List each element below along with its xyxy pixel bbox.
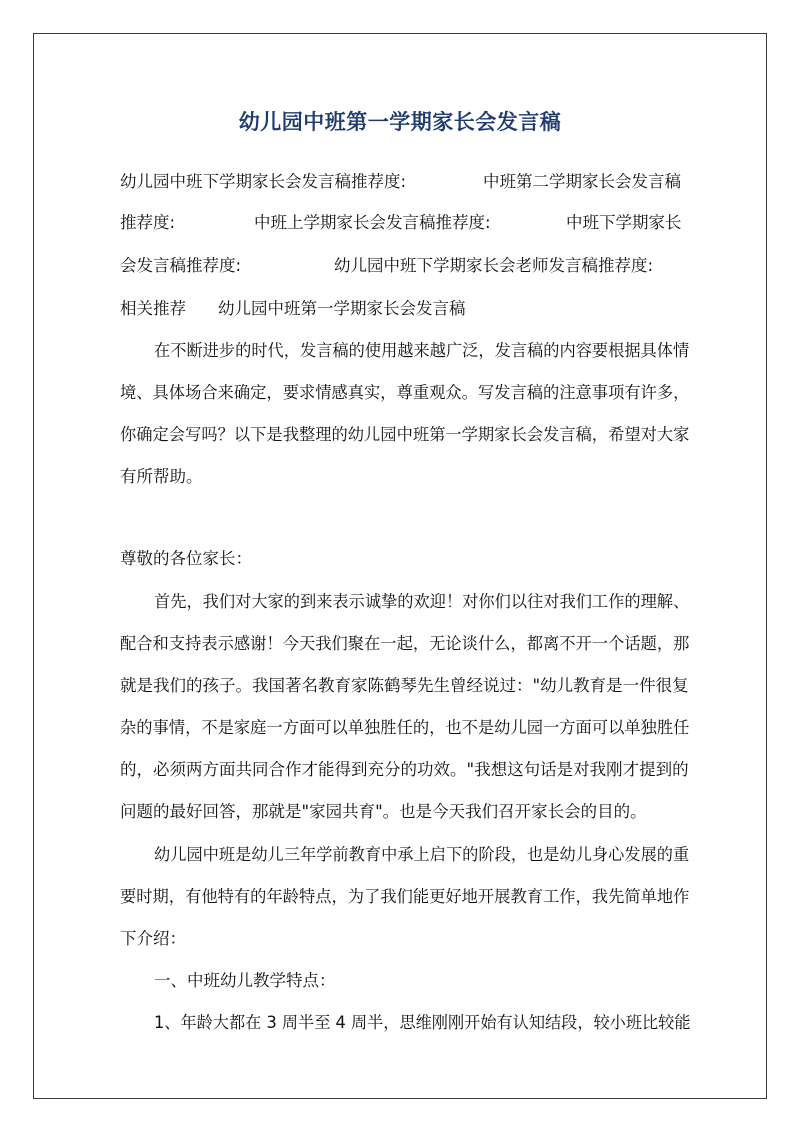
document-title: 幼儿园中班第一学期家长会发言稿 [238, 110, 562, 134]
intro-line: 境、具体场合来确定，要求情感真实，尊重观众。写发言稿的注意事项有许多， [120, 383, 690, 402]
recommend-line-3b[interactable]: 幼儿园中班下学期家长会老师发言稿推荐度: [334, 256, 654, 275]
related-link[interactable]: 幼儿园中班第一学期家长会发言稿 [218, 299, 466, 318]
recommend-line-2a: 推荐度: [120, 213, 176, 232]
related-label: 相关推荐 [120, 299, 186, 318]
body-line: 杂的事情，不是家庭一方面可以单独胜任的，也不是幼儿园一方面可以单独胜任 [120, 718, 690, 737]
intro-line: 有所帮助。 [120, 467, 203, 486]
body-line: 要时期，有他特有的年龄特点，为了我们能更好地开展教育工作，我先简单地作 [120, 887, 690, 906]
recommend-line-2b[interactable]: 中班上学期家长会发言稿推荐度: [254, 213, 491, 232]
body-line: 下介绍： [120, 929, 186, 948]
body-line: 配合和支持表示感谢！今天我们聚在一起，无论谈什么，都离不开一个话题，那 [120, 634, 690, 653]
section-heading: 一、中班幼儿教学特点： [154, 971, 336, 990]
body-line: 问题的最好回答，那就是"家园共育"。也是今天我们召开家长会的目的。 [120, 802, 647, 821]
intro-line: 你确定会写吗？以下是我整理的幼儿园中班第一学期家长会发言稿，希望对大家 [120, 425, 690, 444]
salutation: 尊敬的各位家长： [120, 549, 252, 568]
list-item: 1、年龄大都在 3 周半至 4 周半，思维刚刚开始有认知结段，较小班比较能 [154, 1013, 691, 1032]
body-line: 的，必须两方面共同合作才能得到充分的功效。"我想这句话是对我刚才提到的 [120, 760, 689, 779]
recommend-line-3a: 会发言稿推荐度: [120, 256, 242, 275]
recommend-line-1a[interactable]: 幼儿园中班下学期家长会发言稿推荐度: [120, 172, 407, 191]
body-line: 就是我们的孩子。我国著名教育家陈鹤琴先生曾经说过："幼儿教育是一件很复 [120, 676, 689, 695]
body-line: 首先，我们对大家的到来表示诚挚的欢迎！对你们以往对我们工作的理解、 [154, 592, 690, 611]
body-line: 幼儿园中班是幼儿三年学前教育中承上启下的阶段，也是幼儿身心发展的重 [154, 845, 690, 864]
recommend-line-2c[interactable]: 中班下学期家长 [566, 213, 682, 232]
recommend-line-1b[interactable]: 中班第二学期家长会发言稿 [483, 172, 681, 191]
intro-line: 在不断进步的时代，发言稿的使用越来越广泛，发言稿的内容要根据具体情 [154, 341, 690, 360]
